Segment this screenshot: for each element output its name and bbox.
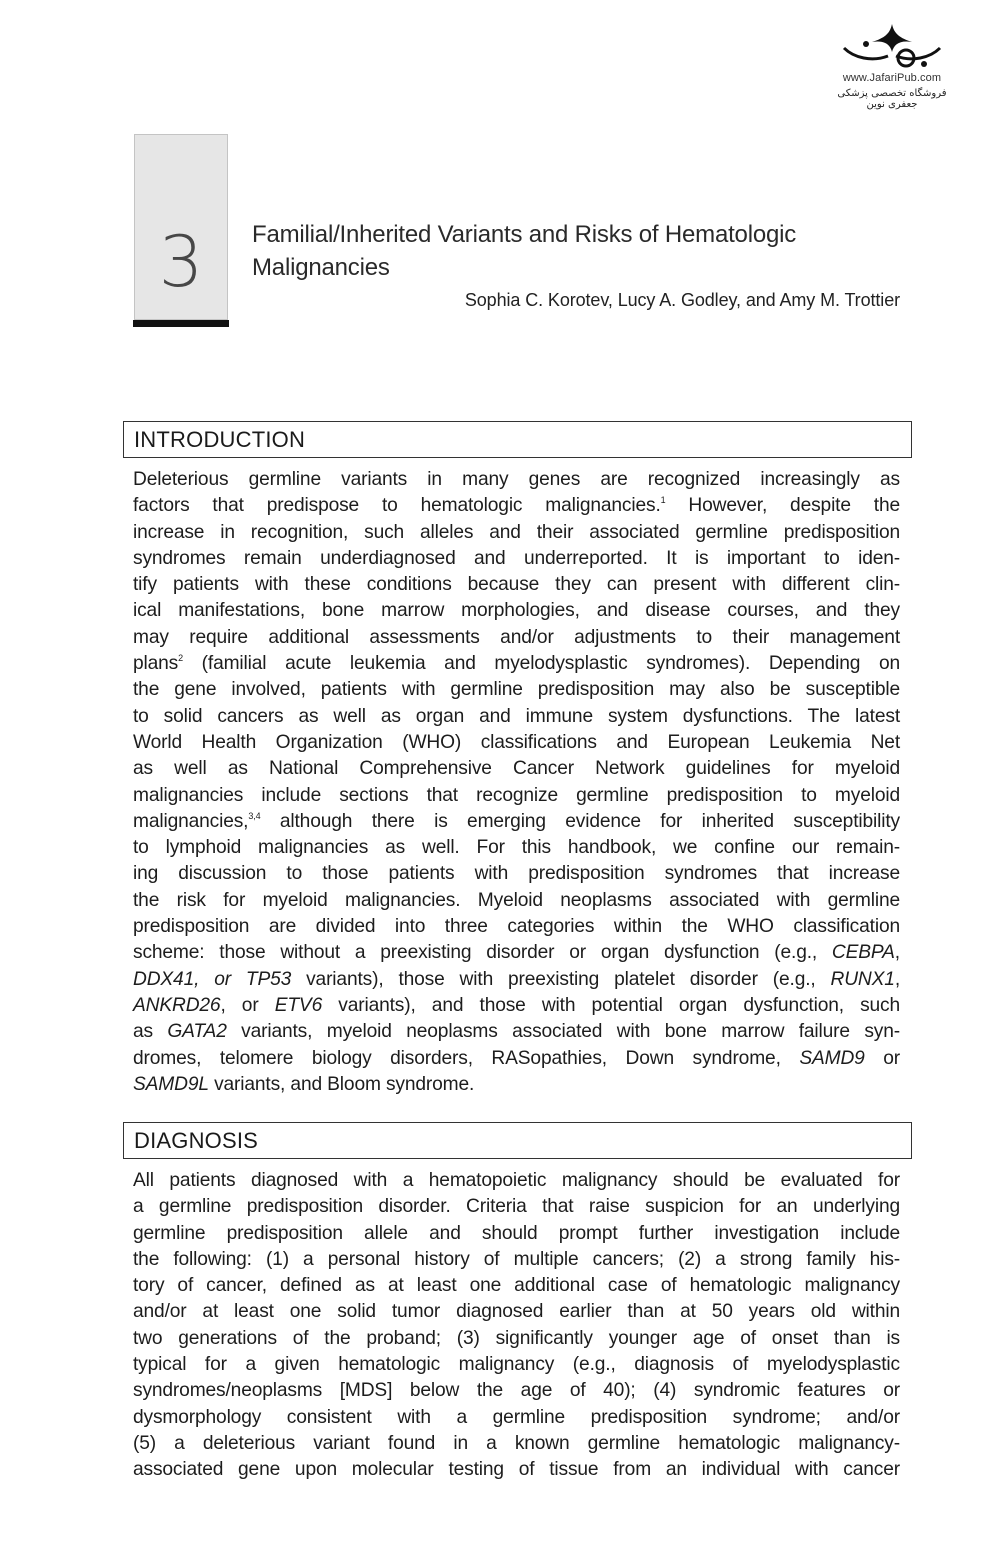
text-line: DDX41, or TP53 variants), those with preexisting platelet disorder (e.g., RUNX1, xyxy=(133,968,900,990)
chapter-title xyxy=(252,218,892,284)
citation-ref[interactable]: 2 xyxy=(178,653,183,664)
publisher-tagline: فروشگاه تخصصی پزشکی جعفری نوین xyxy=(837,88,947,110)
citation-ref[interactable]: 3,4 xyxy=(248,810,261,821)
diagnosis-paragraph xyxy=(133,1168,900,1484)
text-line: malignancies,$^{3,4}$ although there is emerging evidence for inherited susceptibility xyxy=(133,810,900,832)
text-line: as GATA2 variants, myeloid neoplasms associated with bone marrow failure syn- xyxy=(133,1021,900,1043)
text-line: as well as National Comprehensive Cancer Network guidelines for myeloid xyxy=(133,758,900,780)
text-line: syndromes/neoplasms [MDS] below the age of 40); (4) syndromic features or xyxy=(133,1380,900,1402)
text-line: associated gene upon molecular testing of tissue from an individual with cancer xyxy=(133,1459,900,1481)
gene-name: DDX41, or TP53 xyxy=(133,968,292,990)
text-line: the gene involved, patients with germline predisposition may also be susceptible xyxy=(133,679,900,701)
text-line: Deleterious germline variants in many genes are recognized increasingly as xyxy=(133,469,900,490)
gene-name: ETV6 xyxy=(274,994,323,1016)
text-line: malignancies include sections that recognize germline predisposition to myeloid xyxy=(133,784,900,806)
text-line: predisposition are divided into three categories within the WHO classification xyxy=(133,916,900,938)
gene-name: GATA2 xyxy=(167,1021,227,1043)
text-line: germline predisposition allele and should prompt further investigation include xyxy=(133,1222,900,1244)
text-line: factors that predispose to hematologic malignancies.$^1$ However, despite the xyxy=(133,495,900,517)
text-line: two generations of the proband; (3) significantly younger age of onset than is xyxy=(133,1327,900,1349)
text-line: ical manifestations, bone marrow morphologies, and disease courses, and they xyxy=(133,600,900,622)
gene-name: SAMD9 xyxy=(799,1047,865,1069)
text-line: typical for a given hematologic malignancy (e.g., diagnosis of myelodysplastic xyxy=(133,1354,900,1376)
text-line: scheme: those without a preexisting disorder or organ dysfunction (e.g., CEBPA, xyxy=(133,942,900,964)
text-line: increase in recognition, such alleles and their associated germline predisposition xyxy=(133,521,900,543)
text-line: to lymphoid malignancies as well. For this handbook, we confine our remain- xyxy=(133,837,900,859)
text-line: tory of cancer, defined as at least one additional case of hematologic malignancy xyxy=(133,1275,900,1297)
citation-ref[interactable]: 1 xyxy=(660,495,666,506)
chapter-number-box xyxy=(134,134,228,320)
publisher-logo xyxy=(822,22,962,110)
text-line: may require additional assessments and/or adjustments to their management xyxy=(133,626,900,648)
gene-name: ANKRD26 xyxy=(133,994,221,1016)
gene-name: CEBPA xyxy=(831,942,895,964)
introduction-paragraph xyxy=(133,467,900,1098)
section-heading-diagnosis: DIAGNOSIS xyxy=(123,1122,912,1159)
text-line: plans$^2$ (familial acute leukemia and myelodysplastic syndromes). Depending on xyxy=(133,653,900,675)
text-line: dromes, telomere biology disorders, RASopathies, Down syndrome, SAMD9 or xyxy=(133,1047,900,1069)
section-heading-introduction: INTRODUCTION xyxy=(123,421,912,458)
text-line: ing discussion to those patients with predisposition syndromes that increase xyxy=(133,863,900,885)
gene-name: RUNX1 xyxy=(830,968,895,990)
text-line: World Health Organization (WHO) classifications and European Leukemia Net xyxy=(133,731,900,753)
chapter-underline-bar xyxy=(133,320,229,327)
publisher-url: www.JafariPub.com xyxy=(842,72,942,84)
text-line: syndromes remain underdiagnosed and underreported. It is important to iden- xyxy=(133,547,900,569)
jafari-logo-icon xyxy=(832,22,952,70)
text-line: (5) a deleterious variant found in a known germline hematologic malignancy- xyxy=(133,1432,900,1454)
gene-name: SAMD9L xyxy=(133,1073,209,1095)
chapter-authors: Sophia C. Korotev, Lucy A. Godley, and Amy M. Trottier xyxy=(464,290,900,310)
text-line: the risk for myeloid malignancies. Myeloid neoplasms associated with germline xyxy=(133,889,900,911)
text-line: tify patients with these conditions because they can present with different clin- xyxy=(133,574,900,596)
chapter-number: 3 xyxy=(158,221,204,303)
text-line: a germline predisposition disorder. Criteria that raise suspicion for an underlying xyxy=(133,1196,900,1218)
chapter-title-line-2: Malignancies xyxy=(252,254,390,281)
text-line: SAMD9L variants, and Bloom syndrome. xyxy=(133,1073,475,1095)
text-line: dysmorphology consistent with a germline predisposition syndrome; and/or xyxy=(133,1406,900,1428)
chapter-title-line-1: Familial/Inherited Variants and Risks of Hematologic xyxy=(252,221,797,248)
text-line: and/or at least one solid tumor diagnosed earlier than at 50 years old within xyxy=(133,1301,900,1323)
text-line: the following: (1) a personal history of multiple cancers; (2) a strong family his- xyxy=(133,1248,900,1270)
text-line: to solid cancers as well as organ and immune system dysfunctions. The latest xyxy=(133,705,900,727)
text-line: ANKRD26, or ETV6 variants), and those with potential organ dysfunction, such xyxy=(133,994,901,1016)
text-line: All patients diagnosed with a hematopoietic malignancy should be evaluated for xyxy=(133,1170,900,1191)
